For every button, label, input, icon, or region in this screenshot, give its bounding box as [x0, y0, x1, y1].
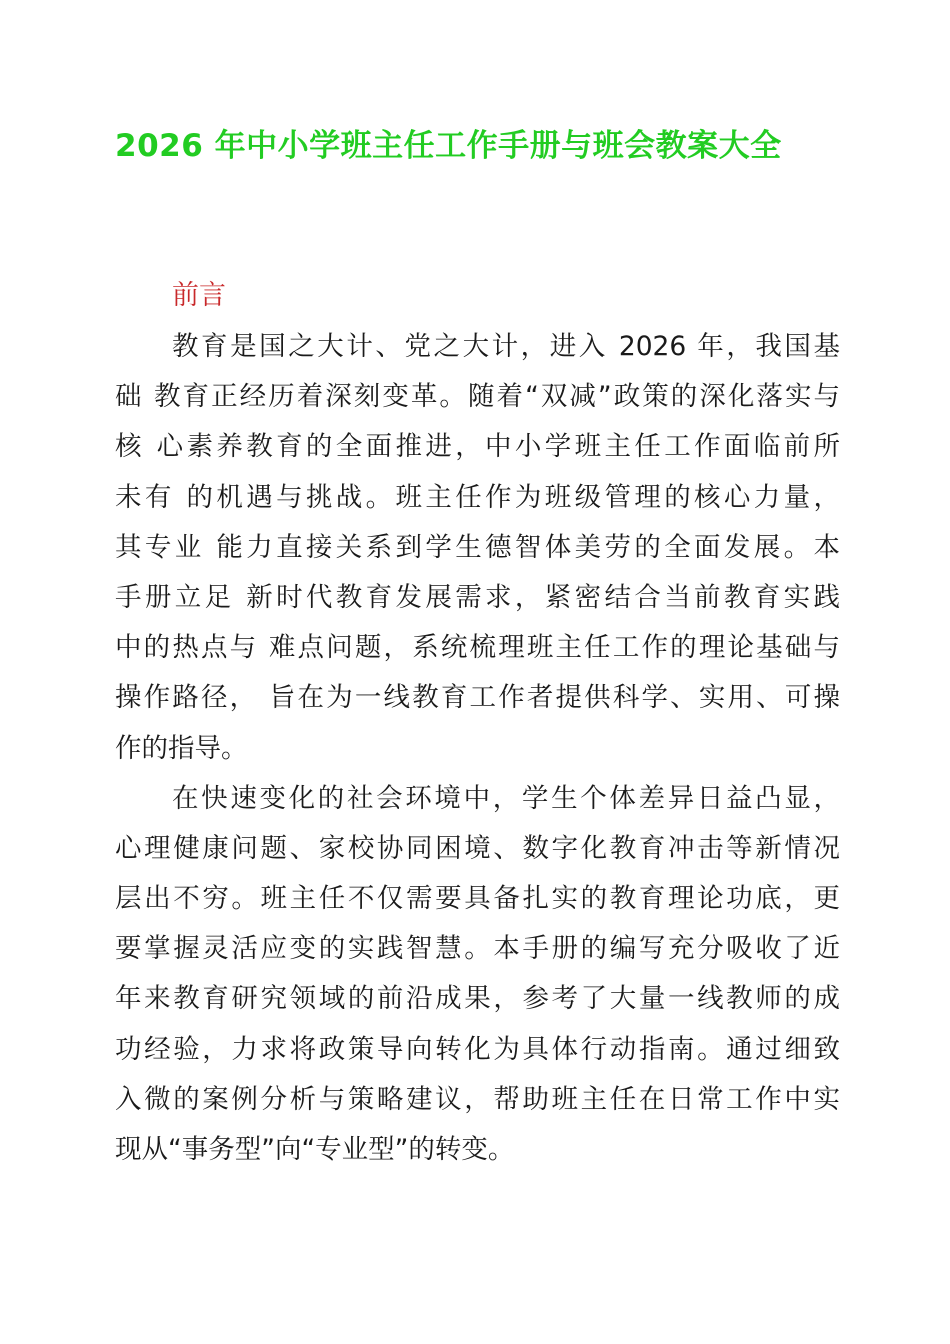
paragraph-2-line-3: 层出不穷。班主任不仅需要具备扎实的教育理论功底，更 [115, 883, 840, 915]
body-text [115, 322, 840, 1175]
paragraph-2-line-2: 心理健康问题、家校协同困境、数字化教育冲击等新情况 [115, 832, 840, 864]
paragraph-1-line-7: 中的热点与 难点问题，系统梳理班主任工作的理论基础与 [115, 632, 840, 664]
paragraph-1-line-4: 未有 的机遇与挑战。班主任作为班级管理的核心力量， [115, 481, 840, 513]
paragraph-2-line-7: 入微的案例分析与策略建议，帮助班主任在日常工作中实 [115, 1083, 840, 1115]
paragraph-1-line-1: 教育是国之大计、党之大计，进入 2026 年，我国基 [172, 331, 840, 362]
document-title: 2026 年中小学班主任工作手册与班会教案大全 [115, 128, 782, 164]
section-heading-preface: 前言 [172, 280, 226, 311]
paragraph-1-line-3: 核 心素养教育的全面推进，中小学班主任工作面临前所 [115, 431, 840, 463]
paragraph-2-line-1: 在快速变化的社会环境中，学生个体差异日益凸显， [172, 782, 840, 814]
paragraph-1-line-2: 础 教育正经历着深刻变革。随着“双减”政策的深化落实与 [115, 381, 840, 413]
paragraph-2-line-4: 要掌握灵活应变的实践智慧。本手册的编写充分吸收了近 [115, 933, 840, 965]
paragraph-2-line-5: 年来教育研究领域的前沿成果，参考了大量一线教师的成 [115, 983, 840, 1015]
paragraph-2-line-8: 现从“事务型”向“专业型”的转变。 [115, 1134, 515, 1165]
paragraph-1-line-8: 操作路径， 旨在为一线教育工作者提供科学、实用、可操 [115, 682, 840, 714]
paragraph-1-line-5: 其专业 能力直接关系到学生德智体美劳的全面发展。本 [115, 531, 840, 563]
paragraph-1-line-9: 作的指导。 [115, 732, 248, 764]
paragraph-2-line-6: 功经验，力求将政策导向转化为具体行动指南。通过细致 [115, 1033, 840, 1065]
paragraph-1-line-6: 手册立足 新时代教育发展需求，紧密结合当前教育实践 [115, 581, 840, 613]
